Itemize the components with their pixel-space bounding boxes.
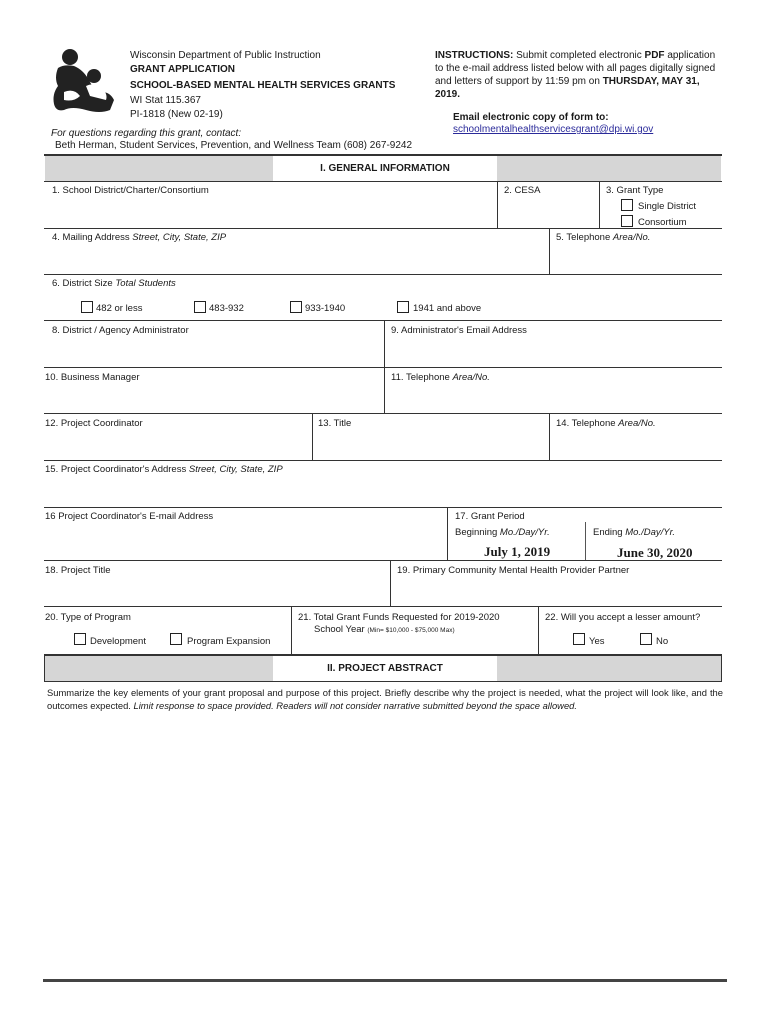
district-size-label: 6. District Size Total Students [52,278,176,289]
form-subtitle: SCHOOL-BASED MENTAL HEALTH SERVICES GRANTS [130,80,396,91]
instructions: INSTRUCTIONS: Submit completed electronic PDF application to the e-mail address listed below with all pages digitally signed and letters of support by 11:59 pm on THURSDAY, MAY 31, 2019. [435,50,716,100]
cesa-label: 2. CESA [504,185,541,196]
title-label: 13. Title [318,418,352,429]
form-number: PI-1818 (New 02-19) [130,109,223,120]
size-482-label: 482 or less [96,303,143,314]
project-coordinator-label: 12. Project Coordinator [45,418,143,429]
single-district-label: Single District [638,201,697,212]
end-date-value[interactable]: June 30, 2020 [617,545,693,560]
grant-period-label: 17. Grant Period [455,511,525,522]
development-label: Development [90,636,146,647]
lesser-amount-no-checkbox[interactable] [640,633,652,645]
bm-telephone-label: 11. Telephone Area/No. [391,372,490,383]
form-title: GRANT APPLICATION [130,64,235,75]
statute: WI Stat 115.367 [130,95,201,106]
business-manager-label: 10. Business Manager [45,372,140,383]
program-type-label: 20. Type of Program [45,612,131,623]
provider-partner-label: 19. Primary Community Mental Health Provider Partner [397,565,630,576]
lesser-amount-yes-checkbox[interactable] [573,633,585,645]
coordinator-address-label: 15. Project Coordinator's Address Street, City, State, ZIP [45,464,283,475]
abstract-instructions: Summarize the key elements of your grant proposal and purpose of this project. Briefly describe why the project is needed, what the project will look like, and the outcomes expected. Limit response to space provided. Readers will not consider narrative submitted beyond the space allowed. [47,687,723,711]
size-933-1940-checkbox[interactable] [290,301,302,313]
telephone-label: 5. Telephone Area/No. [556,232,651,243]
abstract-textarea[interactable] [45,712,721,974]
administrator-label: 8. District / Agency Administrator [52,325,189,336]
section-general-information-title: I. GENERAL INFORMATION [320,163,450,174]
lesser-amount-label: 22. Will you accept a lesser amount? [545,612,701,623]
program-expansion-checkbox[interactable] [170,633,182,645]
size-1941-above-checkbox[interactable] [397,301,409,313]
program-development-checkbox[interactable] [74,633,86,645]
dept-name: Wisconsin Department of Public Instruction [130,50,321,61]
coordinator-telephone-label: 14. Telephone Area/No. [556,418,656,429]
begin-date-value[interactable]: July 1, 2019 [484,544,551,559]
beginning-label: Beginning Mo./Day/Yr. [455,527,550,538]
email-label: Email electronic copy of form to: [453,112,609,123]
ending-label: Ending Mo./Day/Yr. [593,527,676,538]
program-expansion-label: Program Expansion [187,636,271,647]
admin-email-label: 9. Administrator's Email Address [391,325,527,336]
size-1941-label: 1941 and above [413,303,482,314]
yes-label: Yes [589,636,605,647]
school-year-label: School Year (Min= $10,000 - $75,000 Max) [314,624,455,635]
total-funds-label: 21. Total Grant Funds Requested for 2019-2020 [298,612,500,623]
school-district-label: 1. School District/Charter/Consortium [52,185,209,196]
grant-type-label: 3. Grant Type [606,185,664,196]
section-project-abstract-title: II. PROJECT ABSTRACT [327,663,443,674]
project-title-label: 18. Project Title [45,565,111,576]
no-label: No [656,636,669,647]
size-483-932-checkbox[interactable] [194,301,206,313]
size-933-label: 933-1940 [305,303,346,314]
mailing-address-label: 4. Mailing Address Street, City, State, ZIP [52,232,227,243]
grant-type-single-district-checkbox[interactable] [621,199,633,211]
coordinator-email-label: 16 Project Coordinator's E-mail Address [45,511,214,522]
consortium-label: Consortium [638,217,687,228]
size-483-label: 483-932 [209,303,244,314]
grant-type-consortium-checkbox[interactable] [621,215,633,227]
contact-info: Beth Herman, Student Services, Prevention, and Wellness Team (608) 267-9242 [55,140,413,151]
submission-email-link[interactable]: schoolmentalhealthservicesgrant@dpi.wi.gov [453,124,654,135]
questions-label: For questions regarding this grant, contact: [51,128,242,139]
dpi-logo-icon [50,48,122,118]
size-482-or-less-checkbox[interactable] [81,301,93,313]
